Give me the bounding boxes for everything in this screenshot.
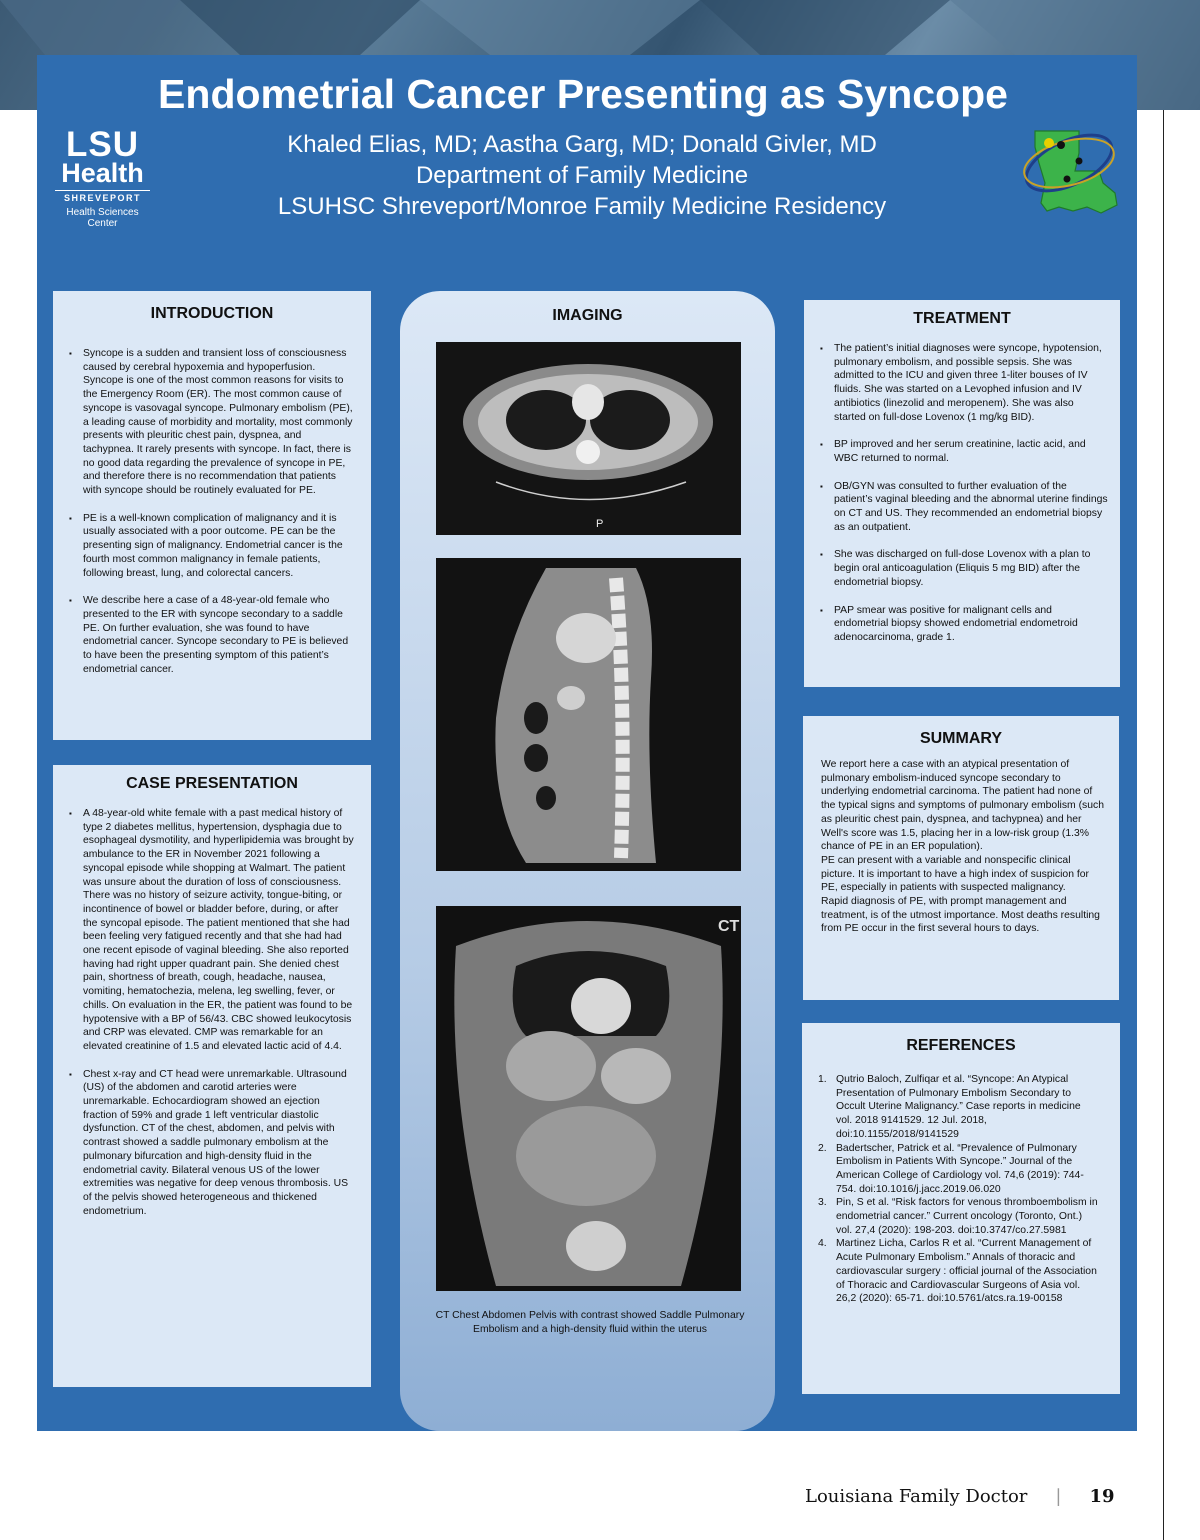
summary-panel bbox=[803, 716, 1119, 1000]
logo-line-1: LSU bbox=[66, 125, 139, 164]
reference-number: 2. bbox=[818, 1142, 827, 1154]
references-list bbox=[802, 1073, 1120, 1306]
references-heading: REFERENCES bbox=[906, 1037, 1016, 1054]
reference-number: 1. bbox=[818, 1074, 827, 1085]
ct-sagittal-image bbox=[436, 558, 741, 871]
case-presentation-bullet: ▪ Chest x-ray and CT head were unremarkable. Ultrasound (US) of the abdomen and carotid arteries were unremarkable. Echocardiogram showed an ejection fraction of 59% and grade 1 left ventricular diastolic dysfunction. CT of the chest, abdomen, and pelvis with contrast showed a saddle pulmonary embolism at the pulmonary bifurcation and high-density fluid in the endometrial cavity. Bilateral venous US of the lower extremities was negative for deep venous thrombosis. US of the pelvis showed heterogeneous and thickened endometrium. bbox=[53, 1068, 355, 1219]
treatment-bullet: ▪ The patient’s initial diagnoses were syncope, hypotension, pulmonary embolism, and possible sepsis. She was admitted to the ICU and given three 1-liter bouses of IV fluids. She was started on a Levophed infusion and IV antibiotics (linezolid and meropenem). She was also started on full-dose Lovenox (1 mg/kg BID). bbox=[804, 342, 1108, 424]
journal-name: Louisiana Family Doctor bbox=[805, 1486, 1028, 1507]
case-presentation-heading: CASE PRESENTATION bbox=[126, 775, 298, 792]
authors: Khaled Elias, MD; Aastha Garg, MD; Donald Givler, MD bbox=[287, 131, 877, 158]
summary-heading: SUMMARY bbox=[919, 730, 1003, 747]
ct-axial-chest-image bbox=[436, 342, 741, 535]
reference-text: Badertscher, Patrick et al. “Prevalence of Pulmonary Embolism in Patients With Syncope.” Journal of the American College of Cardiology vol. 74,6 (2019): 744-754. doi:10.1016/j.jacc.2019.06.020 bbox=[836, 1142, 1084, 1195]
ct-label-ct: CT bbox=[718, 918, 740, 935]
introduction-bullet: ▪ Syncope is a sudden and transient loss of consciousness caused by cerebral hypoxemia and hypoperfusion. Syncope is one of the most common reasons for visits to the Emergency Room (ER). The most common cause of syncope is vasovagal syncope. Pulmonary embolism (PE), a leading cause of morbidity and mortality, most commonly presents with pleuritic chest pain, dyspnea, and tachypnea. It rarely presents with syncope. In fact, there is no good data regarding the prevalence of syncope in PE, and therefore there is no recommendation that patients with syncope should be routinely evaluated for PE. bbox=[53, 347, 355, 498]
footer-separator: | bbox=[1055, 1486, 1062, 1507]
introduction-bullet: ▪ We describe here a case of a 48-year-old female who presented to the ER with syncope secondary to a saddle PE. On further evaluation, she was found to have endometrial cancer. Syncope secondary to PE is believed to have been the presenting symptom of this patient’s endometrial cancer. bbox=[53, 594, 355, 676]
reference-item bbox=[802, 1142, 1098, 1197]
ct-coronal-image bbox=[436, 906, 741, 1291]
summary-body bbox=[803, 758, 1119, 936]
treatment-panel bbox=[804, 300, 1120, 687]
logo-line-4: Health Sciences bbox=[66, 207, 139, 218]
program: LSUHSC Shreveport/Monroe Family Medicine Residency bbox=[277, 193, 887, 220]
reference-item bbox=[802, 1073, 1098, 1142]
treatment-bullet: ▪ BP improved and her serum creatinine, lactic acid, and WBC returned to normal. bbox=[804, 438, 1108, 465]
reference-number: 4. bbox=[818, 1238, 827, 1250]
ct-label-p: P bbox=[596, 518, 604, 530]
page-footer bbox=[805, 1486, 1115, 1507]
page-edge-line bbox=[1163, 110, 1164, 1540]
treatment-list bbox=[804, 342, 1120, 645]
reference-text: Pin, S et al. “Risk factors for venous thromboembolism in endometrial cancer.” Current oncology (Toronto, Ont.) vol. 27,4 (2020): 198-203. doi:10.3747/co.27.5981 bbox=[836, 1197, 1098, 1236]
introduction-list bbox=[53, 347, 371, 676]
author-block bbox=[252, 129, 912, 222]
treatment-bullet: ▪ She was discharged on full-dose Lovenox with a plan to begin oral anticoagulation (Eliquis 5 mg BID) after the endometrial biopsy. bbox=[804, 548, 1108, 589]
poster bbox=[37, 55, 1137, 1431]
case-presentation-bullet: ▪ A 48-year-old white female with a past medical history of type 2 diabetes mellitus, hypertension, dysphagia due to esophageal dysmotility, and hyperlipidemia was brought by ambulance to the ER in November 2021 following a syncopal episode while shopping at Walmart. The patient was unsure about the duration of loss of consciousness. There was no history of seizure activity, tongue-biting, or incontinence of bowel or bladder before, during, or after the syncopal episode. The patient mentioned that she had been feeling very fatigued recently and that she had had one recent episode of vaginal bleeding. She also reported having had right upper quadrant pain. She denied chest pain, shortness of breath, cough, headache, nausea, vomiting, hematochezia, melena, leg swelling, fever, or chills. On evaluation in the ER, the patient was found to be hypotensive with a BP of 56/43. CBC showed leukocytosis and CRP was elevated. CMP was remarkable for an elevated creatinine of 1.5 and elevated lactic acid of 4.4. bbox=[53, 807, 355, 1054]
summary-paragraph: PE can present with a variable and nonspecific clinical picture. It is important to have a high index of suspicion for PE, especially in patients with suspected malignancy. bbox=[821, 854, 1089, 894]
introduction-panel bbox=[53, 291, 371, 740]
logo-line-3: SHREVEPORT bbox=[55, 190, 150, 203]
reference-number: 3. bbox=[818, 1197, 827, 1209]
department: Department of Family Medicine bbox=[415, 162, 749, 189]
imaging-panel bbox=[400, 291, 775, 1431]
case-presentation-panel bbox=[53, 765, 371, 1387]
logo-line-5: Center bbox=[87, 218, 118, 229]
ct-axial-drawing bbox=[436, 342, 741, 535]
summary-paragraph: Rapid diagnosis of PE, with prompt management and treatment, is of the utmost importance. Most deaths resulting from PE occur in the first several hours to days. bbox=[821, 896, 1100, 935]
logo-line-2: Health bbox=[61, 158, 144, 188]
case-presentation-list bbox=[53, 807, 371, 1218]
reference-item bbox=[802, 1196, 1098, 1237]
ct-sagittal-drawing bbox=[436, 558, 741, 871]
treatment-bullet: ▪ PAP smear was positive for malignant cells and endometrial biopsy showed endometrial endometroid adenocarcinoma, grade 1. bbox=[804, 604, 1108, 645]
reference-text: Martinez Licha, Carlos R et al. “Current Management of Acute Pulmonary Embolism.” Annals of thoracic and cardiovascular surgery : official journal of the Association of Thoracic and Cardiovascular Surgeons of Asia vol. 26,2 (2020): 65-71. doi:10.5761/atcs.ra.19-00158 bbox=[836, 1238, 1097, 1305]
poster-title: Endometrial Cancer Presenting as Syncope bbox=[158, 71, 1008, 117]
imaging-heading: IMAGING bbox=[552, 307, 623, 324]
summary-paragraph: We report here a case with an atypical presentation of pulmonary embolism-induced syncope secondary to underlying endometrial carcinoma. The patient had none of the typical signs and symptoms of pulmonary embolism (such as pleuritic chest pain, dyspnea, and tachypnea) and her Well's score was 1.5, placing her in a low-risk group (1.3% chance of PE in an ER population). bbox=[821, 759, 1104, 853]
louisiana-map-emblem-icon bbox=[1017, 123, 1122, 221]
reference-item bbox=[802, 1237, 1098, 1306]
treatment-heading: TREATMENT bbox=[913, 310, 1011, 327]
introduction-bullet: ▪ PE is a well-known complication of malignancy and it is usually associated with a poor outcome. PE can be the presenting sign of malignancy. Endometrial cancer is the fourth most common malignancy in female patients, following breast, lung, and colorectal cancers. bbox=[53, 512, 355, 581]
lsu-health-logo bbox=[55, 125, 150, 229]
references-panel bbox=[802, 1023, 1120, 1394]
introduction-heading: INTRODUCTION bbox=[150, 305, 274, 322]
reference-text: Qutrio Baloch, Zulfiqar et al. “Syncope: An Atypical Presentation of Pulmonary Embolism Secondary to Occult Uterine Malignancy.” Case reports in medicine vol. 2018 9141529. 12 Jul. 2018, doi:10.1155/2018/9141529 bbox=[836, 1074, 1081, 1140]
treatment-bullet: ▪ OB/GYN was consulted to further evaluation of the patient’s vaginal bleeding and the abnormal uterine findings on CT and US. They recommended an endometrial biopsy as an outpatient. bbox=[804, 480, 1108, 535]
imaging-caption: CT Chest Abdomen Pelvis with contrast showed Saddle Pulmonary Embolism and a high-density fluid within the uterus bbox=[435, 1310, 745, 1335]
page-number: 19 bbox=[1089, 1486, 1115, 1507]
ct-coronal-drawing bbox=[436, 906, 741, 1291]
